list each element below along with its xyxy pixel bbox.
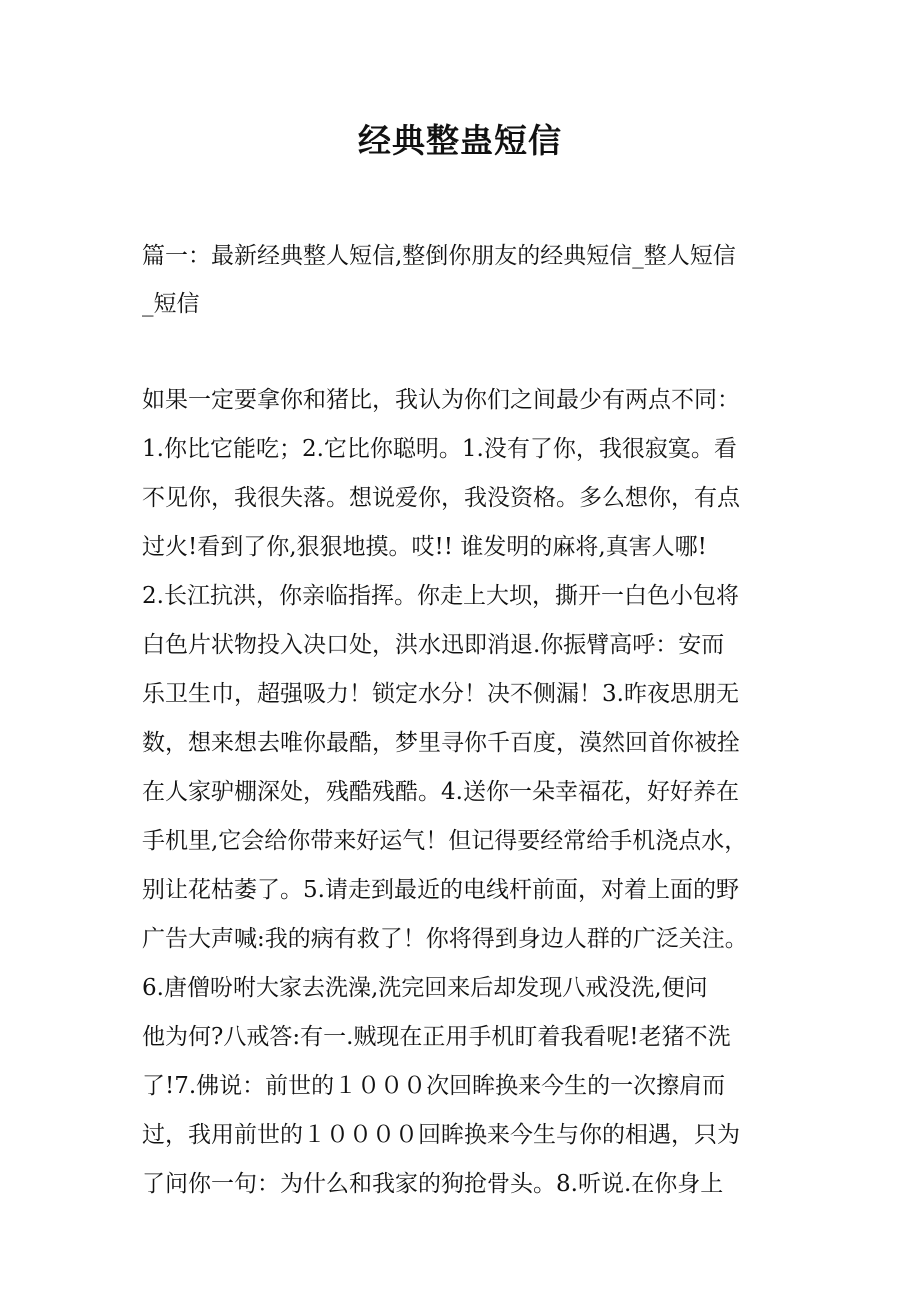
body-line: 白色片状物投入决口处，洪水迅即消退.你振臂高呼：安而 bbox=[142, 632, 725, 658]
body-line: 6.唐僧吩咐大家去洗澡,洗完回来后却发现八戒没洗,便问 bbox=[142, 975, 708, 1001]
section-heading-line: _短信 bbox=[142, 291, 200, 317]
body-line: 2.长江抗洪，你亲临指挥。你走上大坝，撕开一白色小包将 bbox=[142, 583, 739, 609]
body-line: 了问你一句：为什么和我家的狗抢骨头。8.听说.在你身上 bbox=[142, 1171, 724, 1197]
body-line: 他为何?八戒答:有一.贼现在正用手机盯着我看呢!老猪不洗 bbox=[142, 1024, 731, 1050]
body-line: 数，想来想去唯你最酷，梦里寻你千百度，漠然回首你被拴 bbox=[142, 730, 740, 756]
body-line: 了!7.佛说：前世的１０００次回眸换来今生的一次擦肩而 bbox=[142, 1073, 726, 1099]
body-line: 不见你，我很失落。想说爱你，我没资格。多么想你，有点 bbox=[142, 485, 740, 511]
section-heading-line: 篇一：最新经典整人短信,整倒你朋友的经典短信_整人短信 bbox=[142, 243, 736, 269]
body-line: 过，我用前世的１００００回眸换来今生与你的相遇，只为 bbox=[142, 1122, 740, 1148]
body-line: 乐卫生巾，超强吸力！锁定水分！决不侧漏！3.昨夜思朋无 bbox=[142, 681, 739, 707]
body-line: 1.你比它能吃；2.它比你聪明。1.没有了你，我很寂寞。看 bbox=[142, 436, 737, 462]
body-paragraph bbox=[142, 376, 792, 1209]
body-line: 别让花枯萎了。5.请走到最近的电线杆前面，对着上面的野 bbox=[142, 877, 739, 903]
body-line: 在人家驴棚深处，残酷残酷。4.送你一朵幸福花，好好养在 bbox=[142, 779, 739, 805]
body-line: 过火!看到了你,狠狠地摸。哎!! 谁发明的麻将,真害人哪! bbox=[142, 534, 707, 560]
body-line: 手机里,它会给你带来好运气！但记得要经常给手机浇点水， bbox=[142, 828, 748, 854]
document-title: 经典整蛊短信 bbox=[358, 121, 562, 160]
section-heading bbox=[142, 232, 782, 328]
body-line: 广告大声喊:我的病有救了！你将得到身边人群的广泛关注。 bbox=[142, 926, 748, 952]
body-line: 如果一定要拿你和猪比，我认为你们之间最少有两点不同： bbox=[142, 387, 740, 413]
